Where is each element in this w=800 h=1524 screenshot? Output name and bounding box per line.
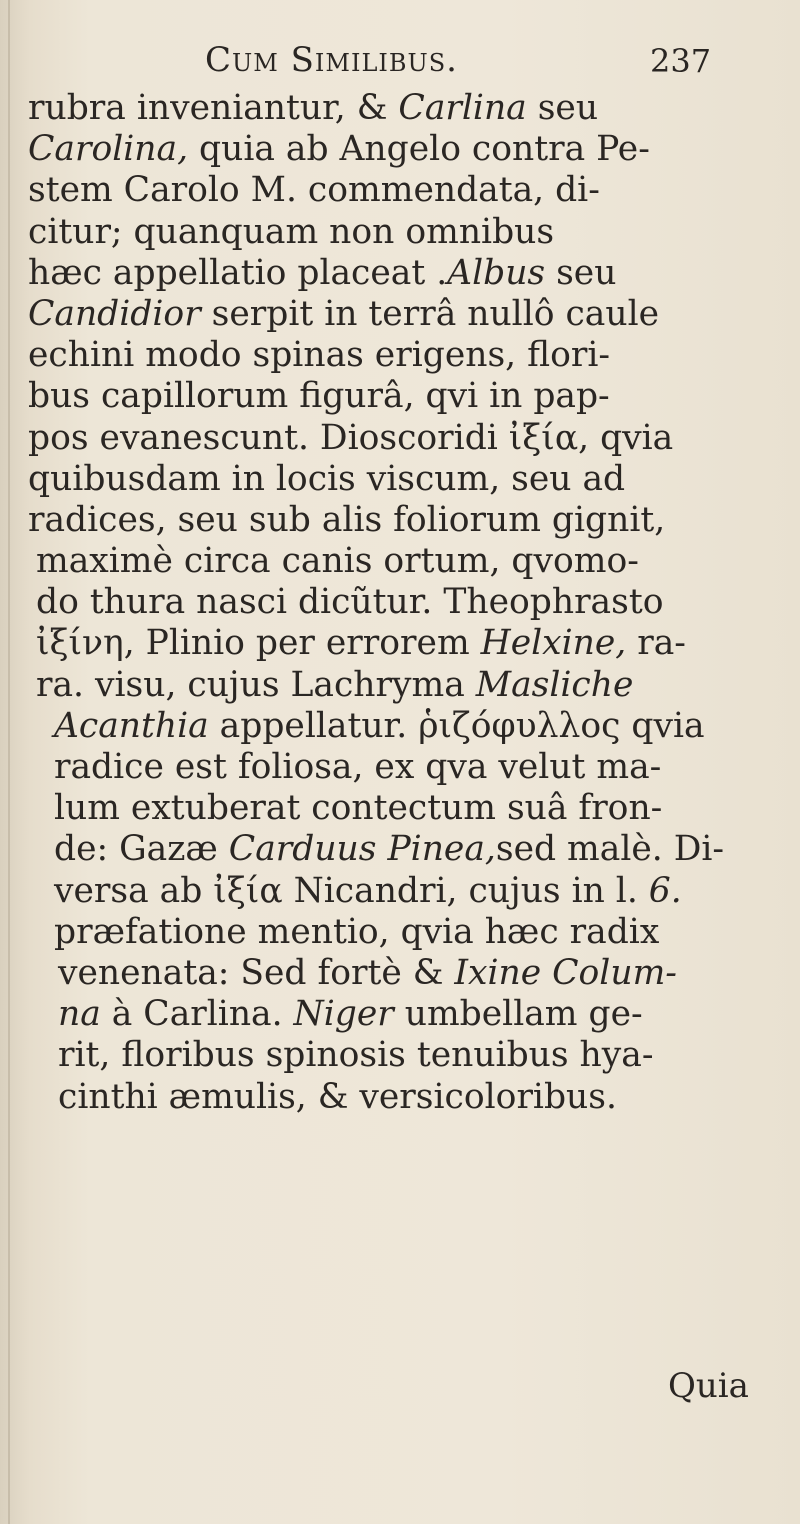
text-run: à Carlina. bbox=[100, 994, 294, 1035]
running-head: Cum Similibus. bbox=[205, 40, 458, 80]
text-line bbox=[28, 829, 773, 870]
text-line bbox=[28, 912, 773, 953]
text-run: præfatione mentio, qvia hæc radix bbox=[54, 911, 660, 952]
italic-run: Ixine Colum- bbox=[454, 952, 677, 993]
text-run: maximè circa canis ortum, qvomo- bbox=[36, 541, 639, 582]
text-line bbox=[28, 1035, 773, 1076]
text-line bbox=[28, 953, 773, 994]
italic-run: Helxine, bbox=[480, 623, 627, 664]
text-line bbox=[28, 706, 773, 747]
italic-run: Acanthia bbox=[54, 705, 209, 746]
italic-run: 6. bbox=[648, 870, 682, 911]
italic-run: Candidior bbox=[28, 293, 201, 334]
text-line bbox=[28, 212, 773, 253]
text-run: cinthi æmulis, & versicoloribus. bbox=[58, 1076, 617, 1117]
text-run: de: Gazæ bbox=[54, 829, 229, 870]
text-line bbox=[28, 418, 773, 459]
text-run: radices, seu sub alis foliorum gignit, bbox=[28, 499, 666, 540]
italic-run: Carolina, bbox=[28, 129, 189, 170]
italic-run: Masliche bbox=[475, 664, 634, 705]
text-line bbox=[28, 665, 773, 706]
page-number: 237 bbox=[650, 42, 712, 80]
text-run: stem Carolo M. commendata, di- bbox=[28, 170, 600, 211]
text-line bbox=[28, 788, 773, 829]
text-line bbox=[28, 500, 773, 541]
text-line bbox=[28, 88, 773, 129]
italic-run: na bbox=[58, 994, 101, 1035]
text-line bbox=[28, 582, 773, 623]
text-run: ra. visu, cujus Lachryma bbox=[36, 664, 476, 705]
page-header bbox=[0, 40, 800, 90]
text-run: versa ab ἰξία Nicandri, cujus in l. bbox=[54, 870, 649, 911]
text-run: appellatur. ῥιζόφυλλος qvia bbox=[208, 705, 705, 746]
text-run: seu bbox=[526, 88, 599, 128]
italic-run: Niger bbox=[293, 994, 394, 1035]
text-run: quia ab Angelo contra Pe- bbox=[188, 129, 650, 170]
text-line bbox=[28, 253, 773, 294]
text-run: bus capillorum figurâ, qvi in pap- bbox=[28, 376, 610, 417]
text-run: serpit in terrâ nullô caule bbox=[200, 293, 660, 334]
text-run: rubra inveniantur, & bbox=[28, 88, 399, 128]
text-line bbox=[28, 129, 773, 170]
text-line bbox=[28, 871, 773, 912]
body-text bbox=[28, 88, 773, 1118]
italic-run: Carduus Pinea, bbox=[228, 829, 496, 870]
text-line bbox=[28, 294, 773, 335]
text-run: pos evanescunt. Dioscoridi ἰξία, qvia bbox=[28, 417, 674, 458]
text-run: ἰξίνη, Plinio per errorem bbox=[36, 623, 481, 664]
text-run: ra- bbox=[626, 623, 686, 664]
text-line bbox=[28, 541, 773, 582]
text-line bbox=[28, 170, 773, 211]
text-run: rit, floribus spinosis tenuibus hya- bbox=[58, 1035, 654, 1076]
text-run: lum extuberat contectum suâ fron- bbox=[54, 788, 663, 829]
text-run: venenata: Sed fortè & bbox=[58, 952, 455, 993]
text-line bbox=[28, 376, 773, 417]
text-run: seu bbox=[545, 252, 617, 293]
binding-gutter bbox=[8, 0, 10, 1524]
text-run: sed malè. Di- bbox=[495, 829, 725, 870]
text-run: echini modo spinas erigens, flori- bbox=[28, 335, 611, 376]
italic-run: Albus bbox=[447, 252, 546, 293]
italic-run: Carlina bbox=[398, 88, 527, 128]
text-run: hæc appellatio placeat . bbox=[28, 252, 448, 293]
text-run: radice est foliosa, ex qva velut ma- bbox=[54, 747, 662, 787]
text-run: do thura nasci dicũtur. Theophrasto bbox=[36, 582, 664, 623]
text-run: umbellam ge- bbox=[393, 994, 643, 1035]
text-line bbox=[28, 623, 773, 664]
text-line bbox=[28, 459, 773, 500]
text-line bbox=[28, 747, 773, 788]
text-run: quibusdam in locis viscum, seu ad bbox=[28, 458, 626, 499]
text-run: citur; quanquam non omnibus bbox=[28, 211, 555, 252]
text-line bbox=[28, 1077, 773, 1118]
text-line bbox=[28, 994, 773, 1035]
catchword: Quia bbox=[668, 1366, 749, 1406]
text-line bbox=[28, 335, 773, 376]
